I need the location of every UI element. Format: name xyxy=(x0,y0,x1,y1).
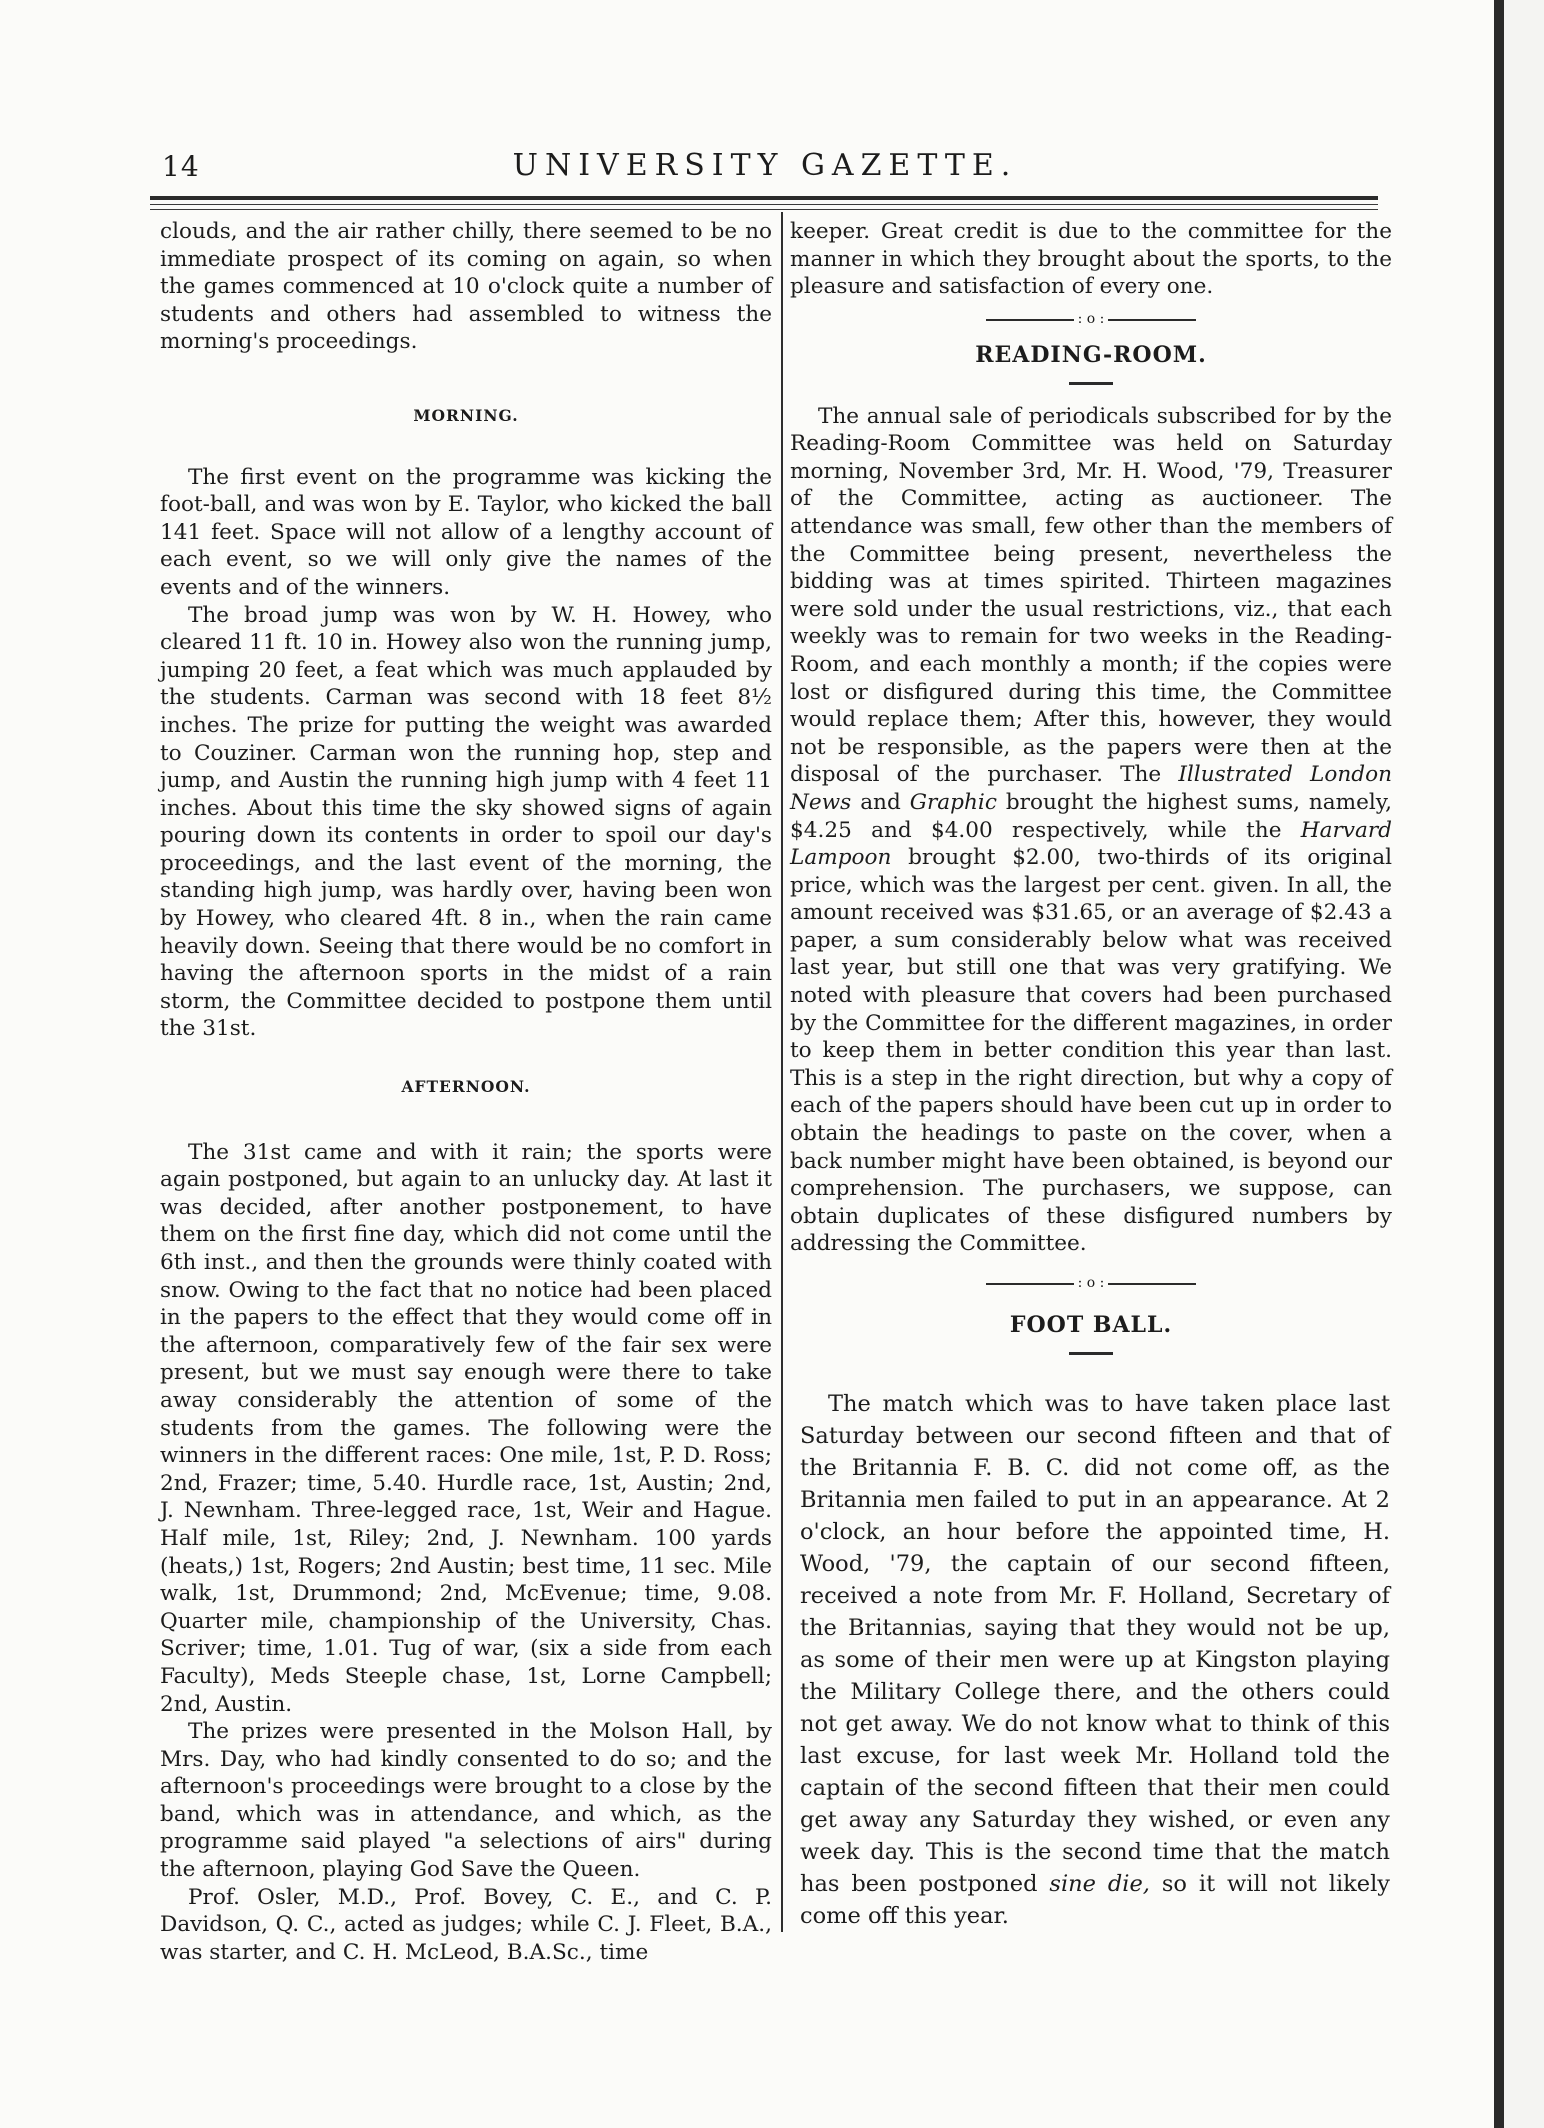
phrase-sine-die: sine die, xyxy=(1049,1871,1150,1897)
left-column xyxy=(160,218,772,1966)
title-graphic: Graphic xyxy=(909,789,997,815)
afternoon-heading: AFTERNOON. xyxy=(401,1077,531,1097)
reading-room-paragraph xyxy=(790,403,1392,1258)
separator-line-left xyxy=(986,1283,1074,1285)
separator-line-right xyxy=(1108,319,1196,321)
section-separator xyxy=(790,306,1392,326)
page-header xyxy=(150,148,1380,188)
intro-paragraph: clouds, and the air rather chilly, there seemed to be no immediate prospect of its coming on again, so when the games commenced at 10 o'clock quite a number of students and others had assembled to witness the morning's proceedings. xyxy=(160,219,772,355)
foot-ball-text-1: The match which was to have taken place last Saturday between our second fifteen and that of the Britannia F. B. C. did not come off, as the Britannia men failed to put in an appearance. At 2 o'clock, an hour before the appointed time, H. Wood, '79, the captain of our second fifteen, received a note from Mr. F. Holland, Secretary of the Britannias, saying that they would not be up, as some of their men were up at Kingston playing the Military College there, and the others could not get away. We do not know what to think of this last excuse, for last week Mr. Holland told the captain of the second fifteen that their men could get away any Saturday they wished, or even any week day. This is the second time that the match has been postponed xyxy=(800,1391,1390,1897)
continuation-paragraph: keeper. Great credit is due to the committee for the manner in which they brought about the sports, to the pleasure and satisfaction of every one. xyxy=(790,219,1392,300)
reading-room-text-3: brought $2.00, two-thirds of its original price, which was the largest per cent. given. In all, the amount received was $31.65, or an average of $2.43 a paper, a sum considerably below what was received last year, but still one that was very gratifying. We noted with pleasure that covers had been purchased by the Committee for the different magazines, in order to keep them in better condition this year than last. This is a step in the right direction, but why a copy of each of the papers should have been cut up in order to obtain the headings to paste on the cover, when a back number might have been obtained, is beyond our comprehension. The purchasers, we suppose, can obtain duplicates of these disfigured numbers by addressing the Committee. xyxy=(790,845,1392,1257)
foot-ball-title: FOOT BALL. xyxy=(1009,1312,1173,1338)
foot-ball-paragraph xyxy=(800,1388,1390,1932)
afternoon-paragraph-1: The 31st came and with it rain; the sports were again postponed, but again to an unlucky day. At last it was decided, after another postponement, to have them on the first fine day, which did not come until the 6th inst., and then the grounds were thinly coated with snow. Owing to the fact that no notice had been placed in the papers to the effect that they would come off in the afternoon, comparatively few of the fair sex were present, but we must say enough were there to take away considerably the attention of some of the students from the games. The following were the winners in the different races: One mile, 1st, P. D. Ross; 2nd, Frazer; time, 5.40. Hurdle race, 1st, Austin; 2nd, J. Newnham. Three-legged race, 1st, Weir and Hague. Half mile, 1st, Riley; 2nd, J. Newnham. 100 yards (heats,) 1st, Rogers; 2nd Austin; best time, 11 sec. Mile walk, 1st, Drummond; 2nd, McEvenue; time, 9.08. Quarter mile, championship of the University, Chas. Scriver; time, 1.01. Tug of war, (six a side from each Faculty), Meds Steeple chase, 1st, Lorne Campbell; 2nd, Austin. xyxy=(160,1139,772,1717)
foot-ball-text-2: so it will not likely come off this year. xyxy=(800,1871,1391,1929)
separator-mark: : o : xyxy=(1077,311,1105,328)
reading-room-title: READING-ROOM. xyxy=(975,342,1207,368)
page-edge-shadow xyxy=(1494,0,1504,2128)
morning-paragraph-2: The broad jump was won by W. H. Howey, who cleared 11 ft. 10 in. Howey also won the running jump, jumping 20 feet, a feat which was much applauded by the students. Carman was second with 18 feet 8½ inches. The prize for putting the weight was awarded to Couziner. Carman won the running hop, step and jump, and Austin the running high jump with 4 feet 11 inches. About this time the sky showed signs of again pouring down its contents in order to spoil our day's proceedings, and the last event of the morning, the standing high jump, was hardly over, having been won by Howey, who cleared 4ft. 8 in., when the rain came heavily down. Seeing that there would be no comfort in having the afternoon sports in the midst of a rain storm, the Committee decided to postpone them until the 31st. xyxy=(160,602,772,1042)
masthead-title: UNIVERSITY GAZETTE. xyxy=(512,148,1018,183)
page-number: 14 xyxy=(162,150,200,183)
header-rule-thin-lower xyxy=(150,209,1378,210)
title-underline xyxy=(1069,382,1113,385)
morning-heading: MORNING. xyxy=(413,405,519,425)
header-rule-thin xyxy=(150,204,1378,205)
afternoon-paragraph-3: Prof. Osler, M.D., Prof. Bovey, C. E., and C. P. Davidson, Q. C., acted as judges; while C. J. Fleet, B.A., was starter, and C. H. McLeod, B.A.Sc., time xyxy=(160,1884,772,1965)
reading-room-and: and xyxy=(860,789,901,815)
separator-line-right xyxy=(1108,1283,1196,1285)
header-rule-thick xyxy=(150,196,1378,200)
column-divider xyxy=(781,212,783,1932)
foot-ball-section xyxy=(800,1388,1390,1932)
title-underline xyxy=(1069,1352,1113,1355)
right-column-top xyxy=(790,218,1392,301)
title-illustrated-london-news: Illustrated London News xyxy=(790,762,1393,815)
reading-room-text-1: The annual sale of periodicals subscribed for by the Reading-Room Committee was held on Saturday morning, November 3rd, Mr. H. Wood, '79, Treasurer of the Committee, acting as auctioneer. The attendance was small, few other than the members of the Committee being present, nevertheless the bidding was at times spirited. Thirteen magazines were sold under the usual restrictions, viz., that each weekly was to remain for two weeks in the Reading-Room, and each monthly a month; if the copies were lost or disfigured during this time, the Committee would replace them; After this, however, they would not be responsible, as the papers were then at the disposal of the purchaser. The xyxy=(790,403,1392,788)
separator-mark: : o : xyxy=(1077,1275,1105,1292)
foot-ball-heading-block xyxy=(790,1270,1392,1355)
reading-room-text-2: brought the highest sums, namely, $4.25 and $4.00 respectively, while the xyxy=(790,789,1393,843)
section-separator-2 xyxy=(790,1270,1392,1290)
reading-room-section xyxy=(790,306,1392,1258)
morning-paragraph-1: The first event on the programme was kicking the foot-ball, and was won by E. Taylor, who kicked the ball 141 feet. Space will not allow of a lengthy account of each event, so we will only give the names of the events and of the winners. xyxy=(160,464,772,600)
page-margin xyxy=(1504,0,1544,2128)
afternoon-paragraph-2: The prizes were presented in the Molson Hall, by Mrs. Day, who had kindly consented to do so; and the afternoon's proceedings were brought to a close by the band, which was in attendance, and which, as the programme said played "a selections of airs" during the afternoon, playing God Save the Queen. xyxy=(160,1719,772,1883)
title-harvard-lampoon: Harvard Lampoon xyxy=(790,817,1392,871)
separator-line-left xyxy=(986,319,1074,321)
